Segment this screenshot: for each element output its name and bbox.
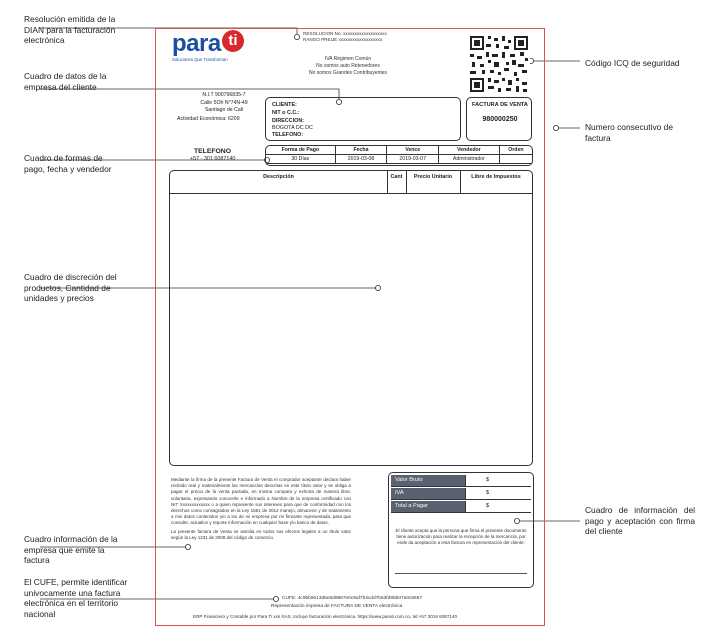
qr-code (468, 34, 530, 94)
items-box (169, 170, 533, 466)
total-row-total: Total a Pagar $ (391, 501, 531, 513)
aceptacion-text: El cliente acepta que la persona que firma el presente documento tiene autorización para realizar la recepción de la mercancía, por ende da aceptación a esta factura en representación del cliente. (395, 528, 527, 545)
items-header-libre: Libre de Impuestos (471, 174, 521, 180)
regimen-info: IVA Régimen Común No somos auto Retenedores No somos Grandes Contribuyentes (308, 56, 388, 76)
annotation-consecutivo: Numero consecutivo de factura (585, 122, 673, 143)
pago-header: Vence (387, 146, 439, 155)
pago-cell: Administrador (439, 155, 500, 164)
pago-table (265, 145, 533, 164)
emisor-telefono-label: TELEFONO (194, 148, 232, 155)
emisor-telefono: +57 - 301 6087140 (190, 156, 236, 162)
cliente-box: CLIENTE: NIT o C.C.: DIRECCION: BOGOTA DC DC TELEFONO: (265, 97, 461, 141)
legal-text: Mediante la firma de la presente Factura de Venta el comprador aceptante declara haber recibido real y materialmente las mercancías descritas en este título valor y se obliga a pagar el precio de la venta pactada, en misma compara y exhorta de manera libre, voluntaria, expresando conocerle e informado a Nombre de la empresa certificado con NIT Xxxxxxxxxxxxx o a quien represente sus intereses para que de conformidad con los derechos como consagrados en la Ley 1581 de 2012 manejo, almacene y de tratamiento a mis datos contenidos y/o a los de mi empresa por mi firmante representada, para que consulte, actualice y reporte información en cualquier base y/o banco de datos. La presente factura de Venta se asimila en todos sus efectos legales a un título valor según la Ley 1231 de 2008 del código de comercio. (171, 477, 351, 540)
annotation-cufe: El CUFE, permite identificar univocamente una factura electrónica en el territorio nacional (24, 577, 128, 619)
items-header-precio: Precio Unitario (413, 174, 453, 180)
pago-header: Orden (499, 146, 532, 155)
emisor-info: N.I.T 900796835-7 Calle 5Oh N°74N-49 Santiago de Cali (200, 92, 248, 113)
items-header-descripcion: Descripción (263, 174, 294, 180)
totales-box (388, 472, 534, 588)
annotation-qr: Código ICQ de seguridad (585, 58, 680, 68)
annotation-empresa-cliente: Cuadro de datos de la empresa del cliente (24, 71, 107, 92)
pago-header: Forma de Pago (266, 146, 336, 155)
representacion-text: Representación impresa de FACTURA DE VENTA electrónica (271, 604, 403, 609)
brand-logo: para ti Soluciones Que Transforman (172, 30, 252, 66)
annotation-pago-firma: Cuadro de información del pago y aceptación con firma del cliente (585, 505, 695, 536)
annotation-dian: Resolución emitida de la DIAN para la facturación electrónica (24, 14, 116, 45)
pago-header: Fecha (335, 146, 387, 155)
items-header-cant: Cant (390, 174, 403, 180)
total-row-bruto: Valor Bruto $ (391, 475, 531, 487)
emisor-actividad: Actividad Económica: 6209 (177, 116, 240, 122)
factura-numero: 980000250 (482, 116, 518, 123)
annotation-empresa-emisora: Cuadro información de la empresa que emite la factura (24, 534, 118, 565)
resolucion-info: RESOLUCION No. xxxxxxxxxxxxxxxxxxx RANGO PREIJE xxxxxxxxxxxxxxxxxxx (303, 31, 387, 42)
totales-table (391, 475, 531, 513)
factura-box: FACTURA DE VENTA 980000250 (466, 97, 532, 141)
annotation-formas-pago: Cuadro de formas de pago, fecha y vendedor (24, 153, 112, 174)
pago-cell: 2019-03-07 (387, 155, 439, 164)
pago-cell: 30 Días (266, 155, 336, 164)
footer-text: ERP Financiero y Contable por Para Ti xxs SAS, Incluye facturación electrónica. https://www.parati.com.co, tel:+57 3016 6087140 (193, 614, 458, 619)
total-row-iva: IVA $ (391, 488, 531, 500)
pago-box (265, 145, 533, 166)
pago-header: Vendedor (439, 146, 500, 155)
firma-line (395, 573, 527, 574)
cufe-line: CUFE: 4c9bb9e13d5e5d9867e0c9af7b4cdd7b63fd85b07a0c5667 (282, 596, 423, 601)
pago-cell: 2019-03-08 (335, 155, 387, 164)
annotation-productos: Cuadro de discreción del productos, Cantidad de unidades y precios (24, 272, 117, 303)
pago-cell (499, 155, 532, 164)
